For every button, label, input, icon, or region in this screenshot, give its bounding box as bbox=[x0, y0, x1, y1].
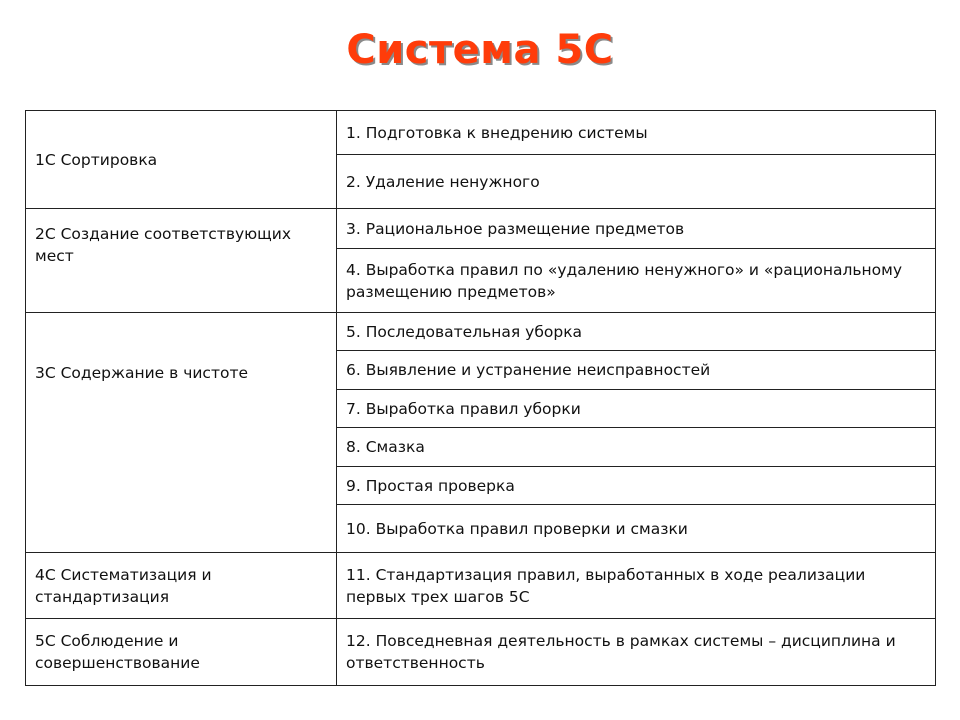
step-cell-6: 6. Выявление и устранение неисправностей bbox=[337, 351, 936, 390]
stage-cell-5: 5С Соблюдение и совершенствование bbox=[26, 619, 337, 686]
stage-cell-2: 2С Создание соответствующих мест bbox=[26, 209, 337, 313]
step-cell-1: 1. Подготовка к внедрению системы bbox=[337, 111, 936, 155]
step-cell-8: 8. Смазка bbox=[337, 428, 936, 467]
stage-cell-4: 4С Систематизация и стандартизация bbox=[26, 553, 337, 619]
step-cell-3: 3. Рациональное размещение предметов bbox=[337, 209, 936, 249]
step-cell-11: 11. Стандартизация правил, выработанных в ходе реализации первых трех шагов 5С bbox=[337, 553, 936, 619]
step-cell-2: 2. Удаление ненужного bbox=[337, 155, 936, 209]
table-row bbox=[26, 619, 936, 686]
step-cell-12: 12. Повседневная деятельность в рамках системы – дисциплина и ответственность bbox=[337, 619, 936, 686]
step-cell-9: 9. Простая проверка bbox=[337, 467, 936, 505]
step-cell-7: 7. Выработка правил уборки bbox=[337, 390, 936, 428]
stage-cell-1: 1С Сортировка bbox=[26, 111, 337, 209]
table-row bbox=[26, 313, 936, 351]
table-row bbox=[26, 111, 936, 155]
slide-title: Система 5С bbox=[346, 27, 614, 73]
stage-cell-3: 3С Содержание в чистоте bbox=[26, 313, 337, 553]
step-cell-10: 10. Выработка правил проверки и смазки bbox=[337, 505, 936, 553]
5s-steps-table bbox=[25, 110, 936, 686]
step-cell-4: 4. Выработка правил по «удалению ненужного» и «рациональному размещению предметов» bbox=[337, 249, 936, 313]
table-row bbox=[26, 209, 936, 249]
table-row bbox=[26, 553, 936, 619]
step-cell-5: 5. Последовательная уборка bbox=[337, 313, 936, 351]
